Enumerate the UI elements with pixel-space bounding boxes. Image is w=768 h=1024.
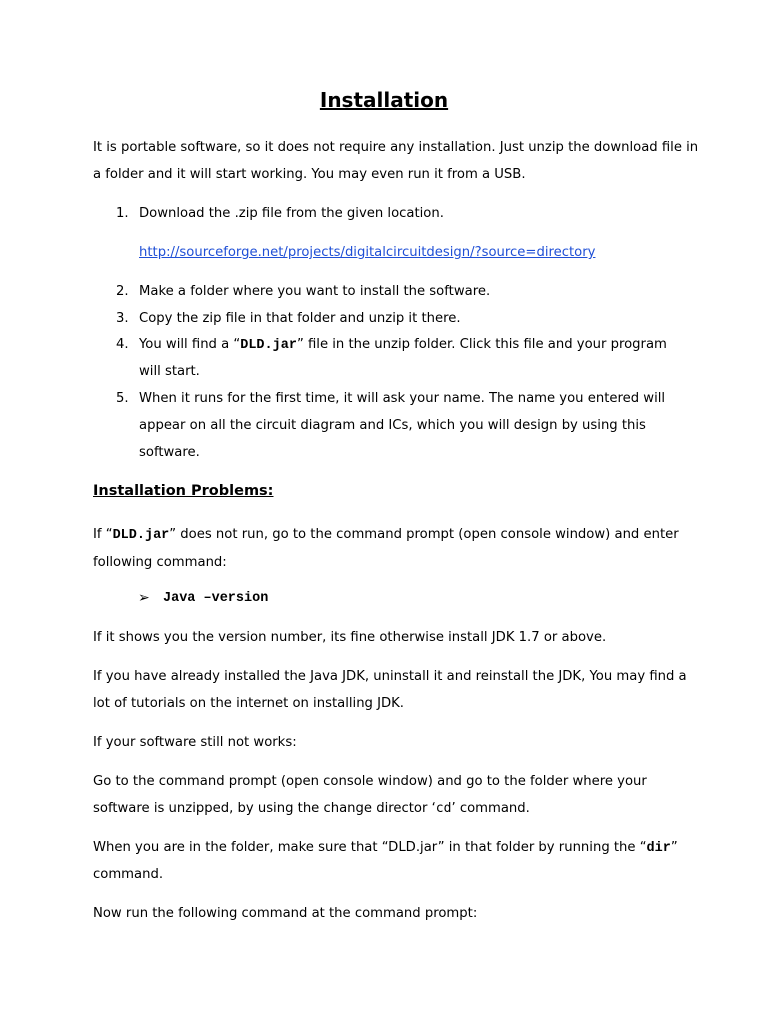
step-4-continued: will start. <box>139 364 200 379</box>
step-5-continued-2: software. <box>139 445 200 460</box>
step-2-text: Make a folder where you want to install the software. <box>139 284 491 299</box>
goto-line-2 <box>93 795 530 822</box>
intro-line-1: It is portable software, so it does not require any installation. Just unzip the download file in <box>93 140 699 155</box>
step-4-number: 4. <box>116 337 129 352</box>
step-4-text-post: ” file in the unzip folder. Click this file and your program <box>296 337 667 352</box>
folder-line-2: command. <box>93 867 164 882</box>
problem-intro-line-1 <box>93 521 679 549</box>
step-1-text: Download the .zip file from the given location. <box>139 206 444 221</box>
download-link[interactable]: http://sourceforge.net/projects/digitalcircuitdesign/?source=directory <box>139 245 596 260</box>
cd-command-code: cd <box>435 801 452 816</box>
now-run-paragraph: Now run the following command at the command prompt: <box>93 906 478 921</box>
dir-command-code: dir <box>646 841 671 856</box>
step-3-text: Copy the zip file in that folder and unzip it there. <box>139 311 461 326</box>
step-5-continued-1: appear on all the circuit diagram and ICs, which you will design by using this <box>139 418 646 433</box>
problem-intro-pre: If “ <box>93 527 113 542</box>
step-5-number: 5. <box>116 391 129 406</box>
step-1-number: 1. <box>116 206 129 221</box>
problem-intro-jar-code: DLD.jar <box>112 528 170 543</box>
step-2-number: 2. <box>116 284 129 299</box>
step-4-text <box>139 331 667 359</box>
goto-pre: software is unzipped, by using the change director ‘ <box>93 801 436 816</box>
folder-line-1 <box>93 834 678 862</box>
step-4-jar-code: DLD.jar <box>240 338 297 353</box>
problem-intro-post: ” does not run, go to the command prompt (open console window) and enter <box>169 527 679 542</box>
intro-line-2: a folder and it will start working. You may even run it from a USB. <box>93 167 526 182</box>
reinstall-line-1: If you have already installed the Java JDK, uninstall it and reinstall the JDK, You may find a <box>93 669 687 684</box>
folder-pre: When you are in the folder, make sure that “DLD.jar” in that folder by running the “ <box>93 840 647 855</box>
java-version-command: Java –version <box>163 591 269 606</box>
step-4-text-pre: You will find a “ <box>139 337 241 352</box>
problems-heading: Installation Problems: <box>93 483 274 499</box>
step-5-text: When it runs for the first time, it will ask your name. The name you entered will <box>139 391 666 406</box>
folder-post: ” <box>670 840 678 855</box>
still-not-works-paragraph: If your software still not works: <box>93 735 297 750</box>
version-paragraph: If it shows you the version number, its fine otherwise install JDK 1.7 or above. <box>93 630 607 645</box>
goto-line-1: Go to the command prompt (open console window) and go to the folder where your <box>93 774 647 789</box>
goto-post: ’ command. <box>451 801 530 816</box>
problem-intro-line-2: following command: <box>93 555 227 570</box>
reinstall-line-2: lot of tutorials on the internet on installing JDK. <box>93 696 405 711</box>
step-3-number: 3. <box>116 311 129 326</box>
arrow-bullet-icon: ➢ <box>138 590 150 606</box>
page-title: Installation <box>319 88 449 112</box>
